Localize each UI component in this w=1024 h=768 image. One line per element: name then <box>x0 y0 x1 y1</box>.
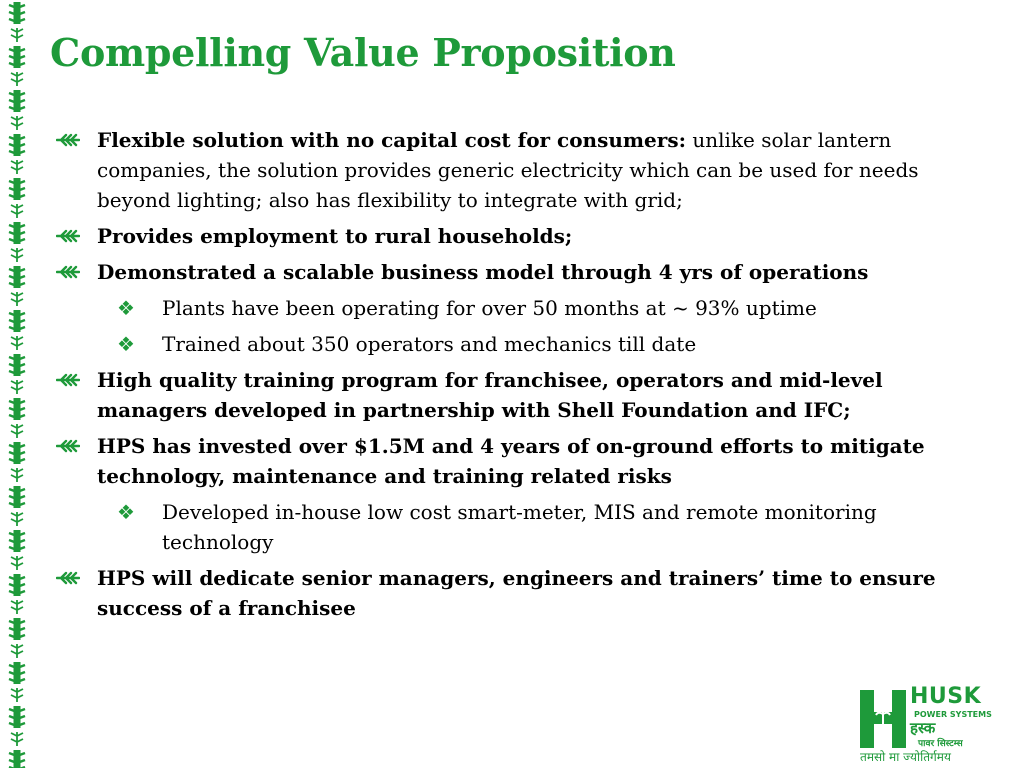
wheat-motif <box>9 46 25 86</box>
bullet-list <box>56 125 976 629</box>
leaf-arrow-bullet-icon <box>56 571 80 585</box>
wheat-motif <box>9 530 25 570</box>
wheat-motif <box>9 2 25 42</box>
bullet-bold-text: HPS has invested over $1.5M and 4 years of on-ground efforts to mitigate technology, maintenance and training related risks <box>97 434 925 488</box>
leaf-arrow-bullet-icon <box>56 373 80 387</box>
diamond-bullet-icon: ❖ <box>117 296 135 320</box>
leaf-arrow-bullet-icon <box>56 439 80 453</box>
wheat-motif <box>9 266 25 306</box>
bullet-text: Trained about 350 operators and mechanics till date <box>162 332 697 356</box>
wheat-motif <box>9 706 25 746</box>
bullet-item <box>56 365 976 425</box>
bullet-text: Plants have been operating for over 50 months at ~ 93% uptime <box>162 296 817 320</box>
wheat-border-decoration <box>0 0 34 768</box>
bullet-item <box>56 257 976 287</box>
bullet-bold-text: Demonstrated a scalable business model through 4 yrs of operations <box>97 260 869 284</box>
bullet-item <box>56 563 976 623</box>
wheat-stalk-icon <box>0 0 34 768</box>
wheat-motif <box>9 486 25 526</box>
bullet-bold-text: Provides employment to rural households; <box>97 224 573 248</box>
wheat-motif <box>9 662 25 702</box>
logo-subtitle: POWER SYSTEMS <box>914 710 992 719</box>
wheat-motif <box>9 178 25 218</box>
wheat-motif <box>9 574 25 614</box>
wheat-motif <box>9 354 25 394</box>
bullet-text: unlike solar lantern companies, the solution provides generic electricity which can be used for needs beyond lighting; also has flexibility to integrate with grid; <box>97 128 919 212</box>
slide-title: Compelling Value Proposition <box>50 30 676 75</box>
bullet-item <box>56 431 976 491</box>
company-logo <box>858 684 1018 764</box>
sub-bullet-item <box>56 329 976 359</box>
husk-logo-icon <box>858 688 908 750</box>
sub-bullet-item <box>56 497 976 557</box>
bullet-bold-text: Flexible solution with no capital cost for consumers: <box>97 128 686 152</box>
wheat-motif <box>9 750 25 768</box>
bullet-bold-text: High quality training program for franchisee, operators and mid-level managers developed in partnership with Shell Foundation and IFC; <box>97 368 883 422</box>
diamond-bullet-icon: ❖ <box>117 500 135 524</box>
wheat-motif <box>9 310 25 350</box>
wheat-motif <box>9 134 25 174</box>
logo-hindi-name: हस्क <box>910 719 936 737</box>
logo-tagline: तमसो मा ज्योतिर्गमय <box>860 750 951 764</box>
leaf-arrow-bullet-icon <box>56 229 80 243</box>
wheat-motif <box>9 222 25 262</box>
diamond-bullet-icon: ❖ <box>117 332 135 356</box>
wheat-motif <box>9 442 25 482</box>
wheat-motif <box>9 398 25 438</box>
leaf-arrow-bullet-icon <box>56 133 80 147</box>
wheat-motif <box>9 618 25 658</box>
logo-name: HUSK <box>910 684 982 709</box>
bullet-item <box>56 221 976 251</box>
bullet-text: Developed in-house low cost smart-meter, MIS and remote monitoring technology <box>162 500 877 554</box>
logo-hindi-subtitle: पावर सिस्टम्स <box>918 739 963 749</box>
leaf-arrow-bullet-icon <box>56 265 80 279</box>
bullet-bold-text: HPS will dedicate senior managers, engineers and trainers’ time to ensure success of a franchisee <box>97 566 936 620</box>
wheat-motif <box>9 90 25 130</box>
bullet-item <box>56 125 976 215</box>
sub-bullet-item <box>56 293 976 323</box>
